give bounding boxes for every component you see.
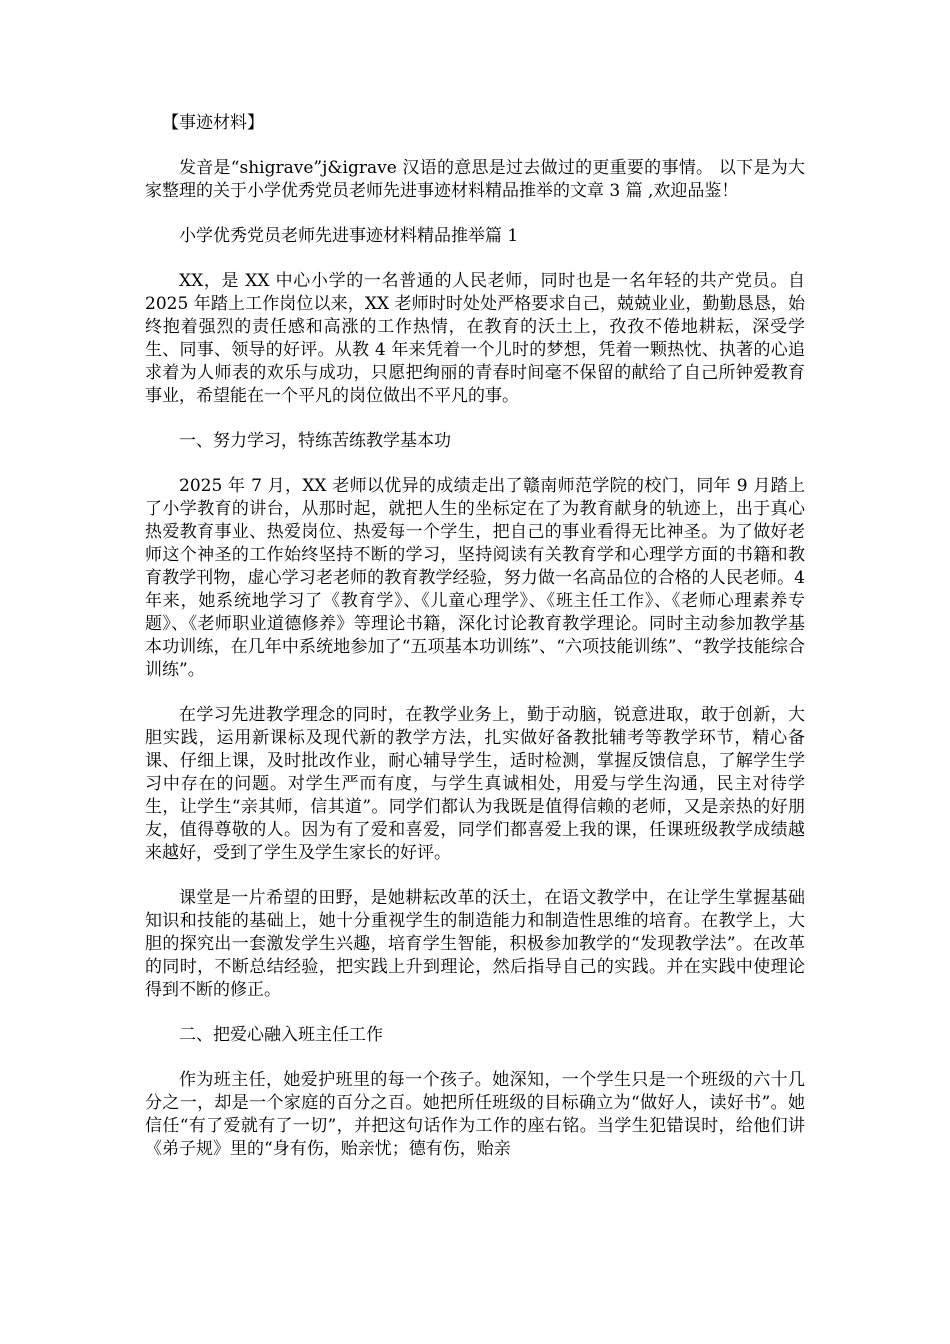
body-paragraph: 课堂是一片希望的田野，是她耕耘改革的沃土，在语文教学中，在让学生掌握基础知识和技能的基础上，她十分重视学生的制造能力和制造性思维的培育。在教学上，大胆的探究出一套激发学生兴趣，培育学生智能，积极参加教学的“发现教学法”。在改革的同时，不断总结经验，把实践上升到理论，然后指导自己的实践。并在实践中使理论得到不断的修正。: [145, 888, 805, 1000]
section-heading: 一、努力学习，特练苦练教学基本功: [179, 431, 451, 451]
body-paragraph: 2025 年 7 月，XX 老师以优异的成绩走出了赣南师范学院的校门，同年 9 月踏上了小学教育的讲台，从那时起，就把人生的坐标定在了为教育献身的轨迹上，出于真心热爱教育事业、热爱岗位、热爱每一个学生，把自己的事业看得无比神圣。为了做好老师这个神圣的工作始终坚持不断的学习，坚持阅读有关教育学和心理学方面的书籍和教育教学刊物，虚心学习老老师的教育教学经验，努力做一名高品位的合格的人民老师。4 年来，她系统地学习了《教育学》、《儿童心理学》、《班主任工作》、《老师心理素养专题》、《老师职业道德修养》等理论书籍，深化讨论教育教学理论。同时主动参加教学基本功训练，在几年中系统地参加了“五项基本功训练”、“六项技能训练”、“教学技能综合训练”。: [145, 476, 805, 680]
document-body: [145, 112, 805, 1161]
document-label: 【事迹材料】: [162, 113, 264, 133]
intro-paragraph: 发音是“shigrave”j&igrave 汉语的意思是过去做过的更重要的事情。 以下是为大家整理的关于小学优秀党员老师先进事迹材料精品推举的文章 3 篇 ,欢迎品鉴！: [145, 158, 805, 201]
article-title: 小学优秀党员老师先进事迹材料精品推举篇 1: [179, 226, 519, 246]
body-paragraph: 作为班主任，她爱护班里的每一个孩子。她深知，一个学生只是一个班级的六十几分之一，却是一个家庭的百分之百。她把所任班级的目标确立为“做好人，读好书”。她信任“有了爱就有了一切”，并把这句话作为工作的座右铭。当学生犯错误时，给他们讲《弟子规》里的“身有伤，贻亲忧；德有伤，贻亲: [145, 1070, 805, 1159]
body-paragraph: XX，是 XX 中心小学的一名普通的人民老师，同时也是一名年轻的共产党员。自 2025 年踏上工作岗位以来，XX 老师时时处处严格要求自己，兢兢业业，勤勤恳恳，始终抱着强烈的责任感和高涨的工作热情，在教育的沃土上，孜孜不倦地耕耘，深受学生、同事、领导的好评。从教 4 年来凭着一个儿时的梦想，凭着一颗热忱、执著的心追求着为人师表的欢乐与成功，只愿把绚丽的青春时间毫不保留的献给了自己所钟爱教育事业，希望能在一个平凡的岗位做出不平凡的事。: [145, 271, 805, 406]
section-heading: 二、把爱心融入班主任工作: [179, 1025, 383, 1045]
body-paragraph: 在学习先进教学理念的同时，在教学业务上，勤于动脑，锐意进取，敢于创新，大胆实践，运用新课标及现代新的教学方法，扎实做好备教批辅考等教学环节，精心备课、仔细上课，及时批改作业，耐心辅导学生，适时检测，掌握反馈信息，了解学生学习中存在的问题。对学生严而有度，与学生真诚相处，用爱与学生沟通，民主对待学生，让学生“亲其师，信其道”。同学们都认为我既是值得信赖的老师，又是亲热的好朋友，值得尊敬的人。因为有了爱和喜爱，同学们都喜爱上我的课，任课班级教学成绩越来越好，受到了学生及学生家长的好评。: [145, 705, 805, 863]
